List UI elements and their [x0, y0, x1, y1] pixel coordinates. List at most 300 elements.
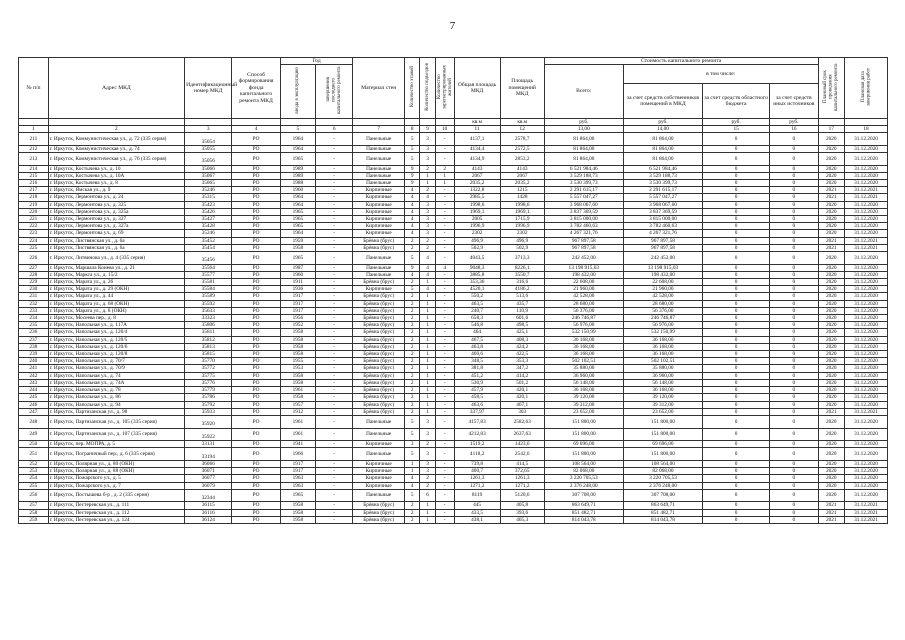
cell-total-area: 1996,9 — [454, 223, 500, 230]
cell-own: 532 150,99 — [623, 329, 702, 336]
cell-premises-area: 1428 — [500, 194, 544, 201]
cell-entrances: 3 — [420, 133, 435, 146]
cell-last-repair: - — [315, 516, 352, 523]
cell-ident: 36071 — [185, 468, 232, 475]
cell-planned-end: 31.12.2020 — [844, 365, 887, 372]
cell-no: 225 — [19, 244, 49, 251]
cell-other: 0 — [770, 336, 818, 343]
cell-total-area: 240,7 — [454, 307, 500, 314]
cell-material: Брёвна (брус) — [353, 315, 405, 322]
cell-floors: 4 — [405, 194, 420, 201]
cell-other: 0 — [770, 502, 818, 509]
cell-residents: - — [435, 482, 454, 489]
cell-residents: - — [435, 208, 454, 215]
cell-ident: 35920 — [185, 415, 232, 428]
cell-year: 1960 — [280, 271, 315, 278]
cell-other: 0 — [770, 180, 818, 187]
table-row — [19, 271, 888, 278]
cell-regional: 0 — [703, 201, 770, 208]
cell-planned-start: 2020 — [818, 441, 844, 448]
cell-regional: 0 — [703, 230, 770, 237]
cell-entrances: 3 — [420, 230, 435, 237]
cell-address: г. Иркутск, Лермонтова ул., д. 69 — [48, 230, 184, 237]
table-row — [19, 208, 888, 215]
cell-year: 1964 — [280, 133, 315, 146]
cell-no: 230 — [19, 286, 49, 293]
cell-other: 0 — [770, 264, 818, 271]
cell-premises-area: 1261,3 — [500, 475, 544, 482]
cell-planned-end: 31.12.2020 — [844, 286, 887, 293]
cell-address: г. Иркутск, Полярная ул., д. 80 (ОКН) — [48, 460, 184, 467]
cell-planned-end: 31.12.2020 — [844, 322, 887, 329]
cell-total-area: 3885,8 — [454, 271, 500, 278]
cell-method: РО — [232, 387, 280, 394]
cell-ident: 35427 — [185, 216, 232, 223]
cell-planned-start: 2020 — [818, 401, 844, 408]
cell-residents: - — [435, 408, 454, 415]
cell-planned-start: 2020 — [818, 365, 844, 372]
cell-planned-end: 31.12.2020 — [844, 180, 887, 187]
cell-premises-area: 2578,7 — [500, 133, 544, 146]
cell-planned-end: 31.12.2021 — [844, 187, 887, 194]
cell-own: 3 530 399,73 — [623, 180, 702, 187]
cell-total-area: 502,9 — [454, 244, 500, 251]
cell-last-repair: - — [315, 208, 352, 215]
cell-regional: 0 — [703, 351, 770, 358]
cell-other: 0 — [770, 271, 818, 278]
cell-method: РО — [232, 489, 280, 502]
cell-method: РО — [232, 244, 280, 251]
cell-total: 28 680,00 — [544, 300, 623, 307]
cell-planned-start: 2021 — [818, 237, 844, 244]
cell-last-repair: - — [315, 194, 352, 201]
cell-material: Кирпичные — [353, 230, 405, 237]
table-row — [19, 153, 888, 166]
cell-no: 231 — [19, 293, 49, 300]
cell-residents: - — [435, 153, 454, 166]
cell-planned-start: 2020 — [818, 145, 844, 152]
cell-year: 1958 — [280, 502, 315, 509]
table-row — [19, 428, 888, 441]
cell-planned-end: 31.12.2020 — [844, 165, 887, 172]
cell-planned-end: 31.12.2020 — [844, 145, 887, 152]
cell-regional: 0 — [703, 279, 770, 286]
cell-planned-start: 2020 — [818, 279, 844, 286]
cell-ident: 35786 — [185, 394, 232, 401]
cell-total-area: 4212,83 — [454, 428, 500, 441]
cell-premises-area: 1996,9 — [500, 223, 544, 230]
cell-last-repair: - — [315, 133, 352, 146]
cell-material: Брёвна (брус) — [353, 379, 405, 386]
cell-premises-area: 2067 — [500, 172, 544, 179]
cell-premises-area: 372,65 — [500, 468, 544, 475]
cell-other: 0 — [770, 187, 818, 194]
cell-floors: 5 — [405, 415, 420, 428]
cell-entrances: 4 — [420, 264, 435, 271]
cell-method: РО — [232, 223, 280, 230]
cell-premises-area: 408,3 — [500, 336, 544, 343]
cell-year: 1917 — [280, 293, 315, 300]
cell-regional: 0 — [703, 244, 770, 251]
cell-residents: 2 — [435, 165, 454, 172]
cell-regional: 0 — [703, 165, 770, 172]
table-row — [19, 187, 888, 194]
cell-residents: - — [435, 489, 454, 502]
cell-method: РО — [232, 448, 280, 461]
capital-repair-table — [18, 57, 888, 524]
cell-planned-start: 2020 — [818, 264, 844, 271]
header-incl: в том числе: — [623, 65, 818, 84]
cell-planned-start: 2020 — [818, 460, 844, 467]
cell-total-area: 467,5 — [454, 336, 500, 343]
cell-floors: 2 — [405, 401, 420, 408]
cell-material: Брёвна (брус) — [353, 502, 405, 509]
cell-ident: 35246 — [185, 187, 232, 194]
cell-other: 0 — [770, 379, 818, 386]
cell-address: г. Иркутск, Полярная ул., д. 88 (ОКН) — [48, 468, 184, 475]
table-row — [19, 365, 888, 372]
cell-material: Брёвна (брус) — [353, 516, 405, 523]
cell-premises-area: 2542,6 — [500, 448, 544, 461]
cell-planned-end: 31.12.2020 — [844, 307, 887, 314]
cell-year: 1989 — [280, 165, 315, 172]
cell-premises-area: 601,6 — [500, 315, 544, 322]
cell-residents: - — [435, 475, 454, 482]
cell-total: 39 120,00 — [544, 394, 623, 401]
cell-premises-area: 420,1 — [500, 387, 544, 394]
cell-method: РО — [232, 401, 280, 408]
cell-address: г. Иркутск, Пограничный пер., д. 6 (335 серия) — [48, 448, 184, 461]
cell-own: 22 608,00 — [623, 279, 702, 286]
cell-planned-end: 31.12.2020 — [844, 279, 887, 286]
cell-last-repair: - — [315, 351, 352, 358]
cell-other: 0 — [770, 351, 818, 358]
cell-regional: 0 — [703, 460, 770, 467]
cell-floors: 2 — [405, 502, 420, 509]
cell-floors: 4 — [405, 201, 420, 208]
cell-no: 241 — [19, 365, 49, 372]
cell-premises-area: 424,2 — [500, 343, 544, 350]
cell-ident: 36115 — [185, 502, 232, 509]
cell-own: 2 291 615,17 — [623, 187, 702, 194]
cell-premises-area: 347,2 — [500, 365, 544, 372]
cell-residents: - — [435, 293, 454, 300]
cell-year: 1956 — [280, 315, 315, 322]
cell-planned-start: 2021 — [818, 244, 844, 251]
table-header — [19, 58, 888, 133]
cell-total-area: 530,9 — [454, 379, 500, 386]
cell-method: РО — [232, 165, 280, 172]
cell-total-area: 400,7 — [454, 468, 500, 475]
cell-last-repair: - — [315, 153, 352, 166]
table-row — [19, 201, 888, 208]
cell-entrances: 3 — [420, 468, 435, 475]
cell-regional: 0 — [703, 394, 770, 401]
cell-no: 239 — [19, 351, 49, 358]
cell-floors: 5 — [405, 428, 420, 441]
cell-method: РО — [232, 315, 280, 322]
cell-residents: 4 — [435, 264, 454, 271]
cell-entrances: 1 — [420, 509, 435, 516]
cell-premises-area: 414,2 — [500, 372, 544, 379]
cell-own: 35 880,00 — [623, 365, 702, 372]
cell-ident: 35815 — [185, 351, 232, 358]
cell-floors: 9 — [405, 264, 420, 271]
cell-ident: 35584 — [185, 286, 232, 293]
cell-total: 81 864,00 — [544, 153, 623, 166]
cell-own: 851 482,71 — [623, 509, 702, 516]
cell-planned-end: 31.12.2021 — [844, 244, 887, 251]
cell-planned-end: 31.12.2021 — [844, 516, 887, 523]
cell-method: РО — [232, 379, 280, 386]
cell-own: 23 652,00 — [623, 408, 702, 415]
cell-regional: 0 — [703, 365, 770, 372]
cell-no: 234 — [19, 315, 49, 322]
cell-residents: - — [435, 394, 454, 401]
cell-ident: 35776 — [185, 379, 232, 386]
cell-material: Панельные — [353, 271, 405, 278]
cell-address: г. Иркутск, Марата ул., д. 8 (ОКН) — [48, 307, 184, 314]
cell-floors: 2 — [405, 394, 420, 401]
cell-year: 1965 — [280, 153, 315, 166]
cell-planned-start: 2020 — [818, 475, 844, 482]
cell-last-repair: - — [315, 336, 352, 343]
cell-entrances: 4 — [420, 286, 435, 293]
cell-planned-end: 31.12.2020 — [844, 343, 887, 350]
cell-planned-start: 2021 — [818, 509, 844, 516]
cell-premises-area: 405,3 — [500, 516, 544, 523]
cell-ident: 35315 — [185, 194, 232, 201]
cell-planned-end: 31.12.2020 — [844, 172, 887, 179]
cell-planned-start: 2021 — [818, 408, 844, 415]
cell-planned-end: 31.12.2021 — [844, 509, 887, 516]
cell-no: 236 — [19, 329, 49, 336]
cell-entrances: 1 — [420, 394, 435, 401]
cell-material: Кирпичные — [353, 286, 405, 293]
cell-other: 0 — [770, 509, 818, 516]
cell-material: Панельные — [353, 133, 405, 146]
table-row — [19, 300, 888, 307]
cell-no: 253 — [19, 468, 49, 475]
table-row — [19, 230, 888, 237]
unit-premises-area: кв.м — [500, 118, 544, 125]
cell-material: Брёвна (брус) — [353, 372, 405, 379]
cell-residents: - — [435, 372, 454, 379]
cell-no: 255 — [19, 482, 49, 489]
cell-premises-area: 501,2 — [500, 379, 544, 386]
cell-entrances: 3 — [420, 208, 435, 215]
cell-address: г. Иркутск, Листвянская ул., д. 6а — [48, 244, 184, 251]
cell-planned-end: 31.12.2020 — [844, 351, 887, 358]
cell-total-area: 438,1 — [454, 516, 500, 523]
cell-own: 36 168,00 — [623, 387, 702, 394]
cell-residents: - — [435, 244, 454, 251]
cell-last-repair: - — [315, 180, 352, 187]
cell-last-repair: - — [315, 482, 352, 489]
table-row — [19, 379, 888, 386]
cell-method: РО — [232, 145, 280, 152]
cell-last-repair: - — [315, 509, 352, 516]
cell-address: г. Иркутск, Маркса ул., д. 15/2 — [48, 271, 184, 278]
cell-own: 3 837 369,59 — [623, 208, 702, 215]
cell-last-repair: - — [315, 415, 352, 428]
cell-other: 0 — [770, 428, 818, 441]
cell-floors: 2 — [405, 408, 420, 415]
cell-entrances: 1 — [420, 401, 435, 408]
table-row — [19, 343, 888, 350]
cell-other: 0 — [770, 252, 818, 265]
cell-total-area: 4520,1 — [454, 286, 500, 293]
cell-own: 21 960,00 — [623, 286, 702, 293]
cell-total: 42 528,00 — [544, 293, 623, 300]
cell-method: РО — [232, 237, 280, 244]
cell-own: 307 708,00 — [623, 489, 702, 502]
header-own-funds: за счет средств собственников помещений в МКД — [623, 84, 702, 119]
cell-residents: - — [435, 279, 454, 286]
cell-total: 36 168,00 — [544, 343, 623, 350]
cell-regional: 0 — [703, 264, 770, 271]
cell-method: РО — [232, 252, 280, 265]
cell-total-area: 463,8 — [454, 343, 500, 350]
cell-material: Панельные — [353, 172, 405, 179]
cell-ident: 35456 — [185, 252, 232, 265]
cell-planned-end: 31.12.2020 — [844, 216, 887, 223]
cell-planned-start: 2020 — [818, 208, 844, 215]
cell-entrances: 4 — [420, 271, 435, 278]
cell-own: 28 680,00 — [623, 300, 702, 307]
cell-planned-end: 31.12.2020 — [844, 133, 887, 146]
cell-material: Брёвна (брус) — [353, 329, 405, 336]
cell-ident: 32344 — [185, 489, 232, 502]
cell-other: 0 — [770, 300, 818, 307]
cell-address: г. Иркутск, Коммунистическая ул., д. 76 (335 серия) — [48, 153, 184, 166]
cell-entrances: 1 — [420, 300, 435, 307]
cell-method: РО — [232, 279, 280, 286]
table-row — [19, 401, 888, 408]
cell-floors: 4 — [405, 208, 420, 215]
cell-floors: 2 — [405, 315, 420, 322]
table-row — [19, 180, 888, 187]
cell-method: РО — [232, 372, 280, 379]
cell-other: 0 — [770, 153, 818, 166]
unit-regional: руб. — [703, 118, 770, 125]
cell-total: 967 897,58 — [544, 237, 623, 244]
cell-year: 1987 — [280, 264, 315, 271]
cell-total-area: 546,8 — [454, 322, 500, 329]
cell-own: 198 432,00 — [623, 271, 702, 278]
cell-floors: 4 — [405, 216, 420, 223]
cell-material: Панельные — [353, 153, 405, 166]
cell-premises-area: 8226,1 — [500, 264, 544, 271]
cell-regional: 0 — [703, 237, 770, 244]
cell-regional: 0 — [703, 315, 770, 322]
cell-regional: 0 — [703, 153, 770, 166]
cell-total: 532 150,99 — [544, 329, 623, 336]
cell-planned-start: 2021 — [818, 516, 844, 523]
cell-last-repair: - — [315, 358, 352, 365]
cell-floors: 2 — [405, 293, 420, 300]
cell-regional: 0 — [703, 509, 770, 516]
cell-total: 2 291 615,17 — [544, 187, 623, 194]
cell-planned-start: 2020 — [818, 482, 844, 489]
cell-total: 81 864,00 — [544, 133, 623, 146]
cell-own: 39 120,00 — [623, 394, 702, 401]
cell-total: 21 960,00 — [544, 286, 623, 293]
cell-total-area: 4143 — [454, 165, 500, 172]
cell-no: 245 — [19, 394, 49, 401]
cell-no: 252 — [19, 460, 49, 467]
cell-year: 1961 — [280, 415, 315, 428]
cell-floors: 9 — [405, 165, 420, 172]
cell-planned-start: 2020 — [818, 293, 844, 300]
cell-own: 814 043,78 — [623, 516, 702, 523]
cell-own: 3 782 460,63 — [623, 223, 702, 230]
cell-planned-end: 31.12.2020 — [844, 468, 887, 475]
cell-residents: - — [435, 468, 454, 475]
cell-floors: 4 — [405, 223, 420, 230]
cell-premises-area: 422,5 — [500, 351, 544, 358]
cell-material: Кирпичные — [353, 468, 405, 475]
cell-regional: 0 — [703, 475, 770, 482]
cell-ident: 35770 — [185, 358, 232, 365]
table-row — [19, 237, 888, 244]
cell-address: г. Иркутск, Напольная ул., д. 70/7 — [48, 358, 184, 365]
cell-regional: 0 — [703, 379, 770, 386]
cell-residents: - — [435, 428, 454, 441]
cell-no: 223 — [19, 230, 49, 237]
cell-last-repair: - — [315, 460, 352, 467]
cell-year: 1953 — [280, 365, 315, 372]
cell-floors: 1 — [405, 460, 420, 467]
cell-no: 211 — [19, 133, 49, 146]
cell-total: 5 557 047,27 — [544, 194, 623, 201]
cell-address: г. Иркутск, Напольная ул., д. 74 — [48, 372, 184, 379]
cell-total: 39 312,00 — [544, 401, 623, 408]
cell-other: 0 — [770, 208, 818, 215]
cell-residents: - — [435, 516, 454, 523]
cell-address: г. Иркутск, Марата ул., д. 29 (ОКН) — [48, 286, 184, 293]
cell-material: Брёвна (брус) — [353, 351, 405, 358]
cell-other: 0 — [770, 307, 818, 314]
cell-residents: - — [435, 329, 454, 336]
cell-entrances: 1 — [420, 502, 435, 509]
table-row — [19, 145, 888, 152]
cell-address: г. Иркутск, Пестеревская ул., д. 112 — [48, 509, 184, 516]
cell-total-area: 2035,2 — [454, 180, 500, 187]
cell-address: г. Иркутск, Партизанская ул., д. 98 — [48, 408, 184, 415]
column-number: 5 — [280, 126, 315, 133]
header-year-last-repair: завершения последнего капитального ремонта — [315, 65, 352, 118]
cell-method: РО — [232, 516, 280, 523]
cell-floors: 5 — [405, 448, 420, 461]
cell-own: 36 960,00 — [623, 372, 702, 379]
cell-year: 1964 — [280, 194, 315, 201]
cell-method: РО — [232, 428, 280, 441]
cell-residents: - — [435, 216, 454, 223]
cell-other: 0 — [770, 408, 818, 415]
cell-last-repair: - — [315, 252, 352, 265]
cell-floors: 9 — [405, 172, 420, 179]
cell-last-repair: - — [315, 172, 352, 179]
cell-year: 1957 — [280, 401, 315, 408]
cell-entrances: 1 — [420, 516, 435, 523]
cell-material: Брёвна (брус) — [353, 365, 405, 372]
cell-premises-area: 110,9 — [500, 307, 544, 314]
header-method: Способ формирования фонда капитального ремонта МКД — [232, 58, 280, 119]
cell-planned-end: 31.12.2020 — [844, 387, 887, 394]
cell-own: 69 696,00 — [623, 441, 702, 448]
header-total: Всего: — [544, 65, 623, 118]
